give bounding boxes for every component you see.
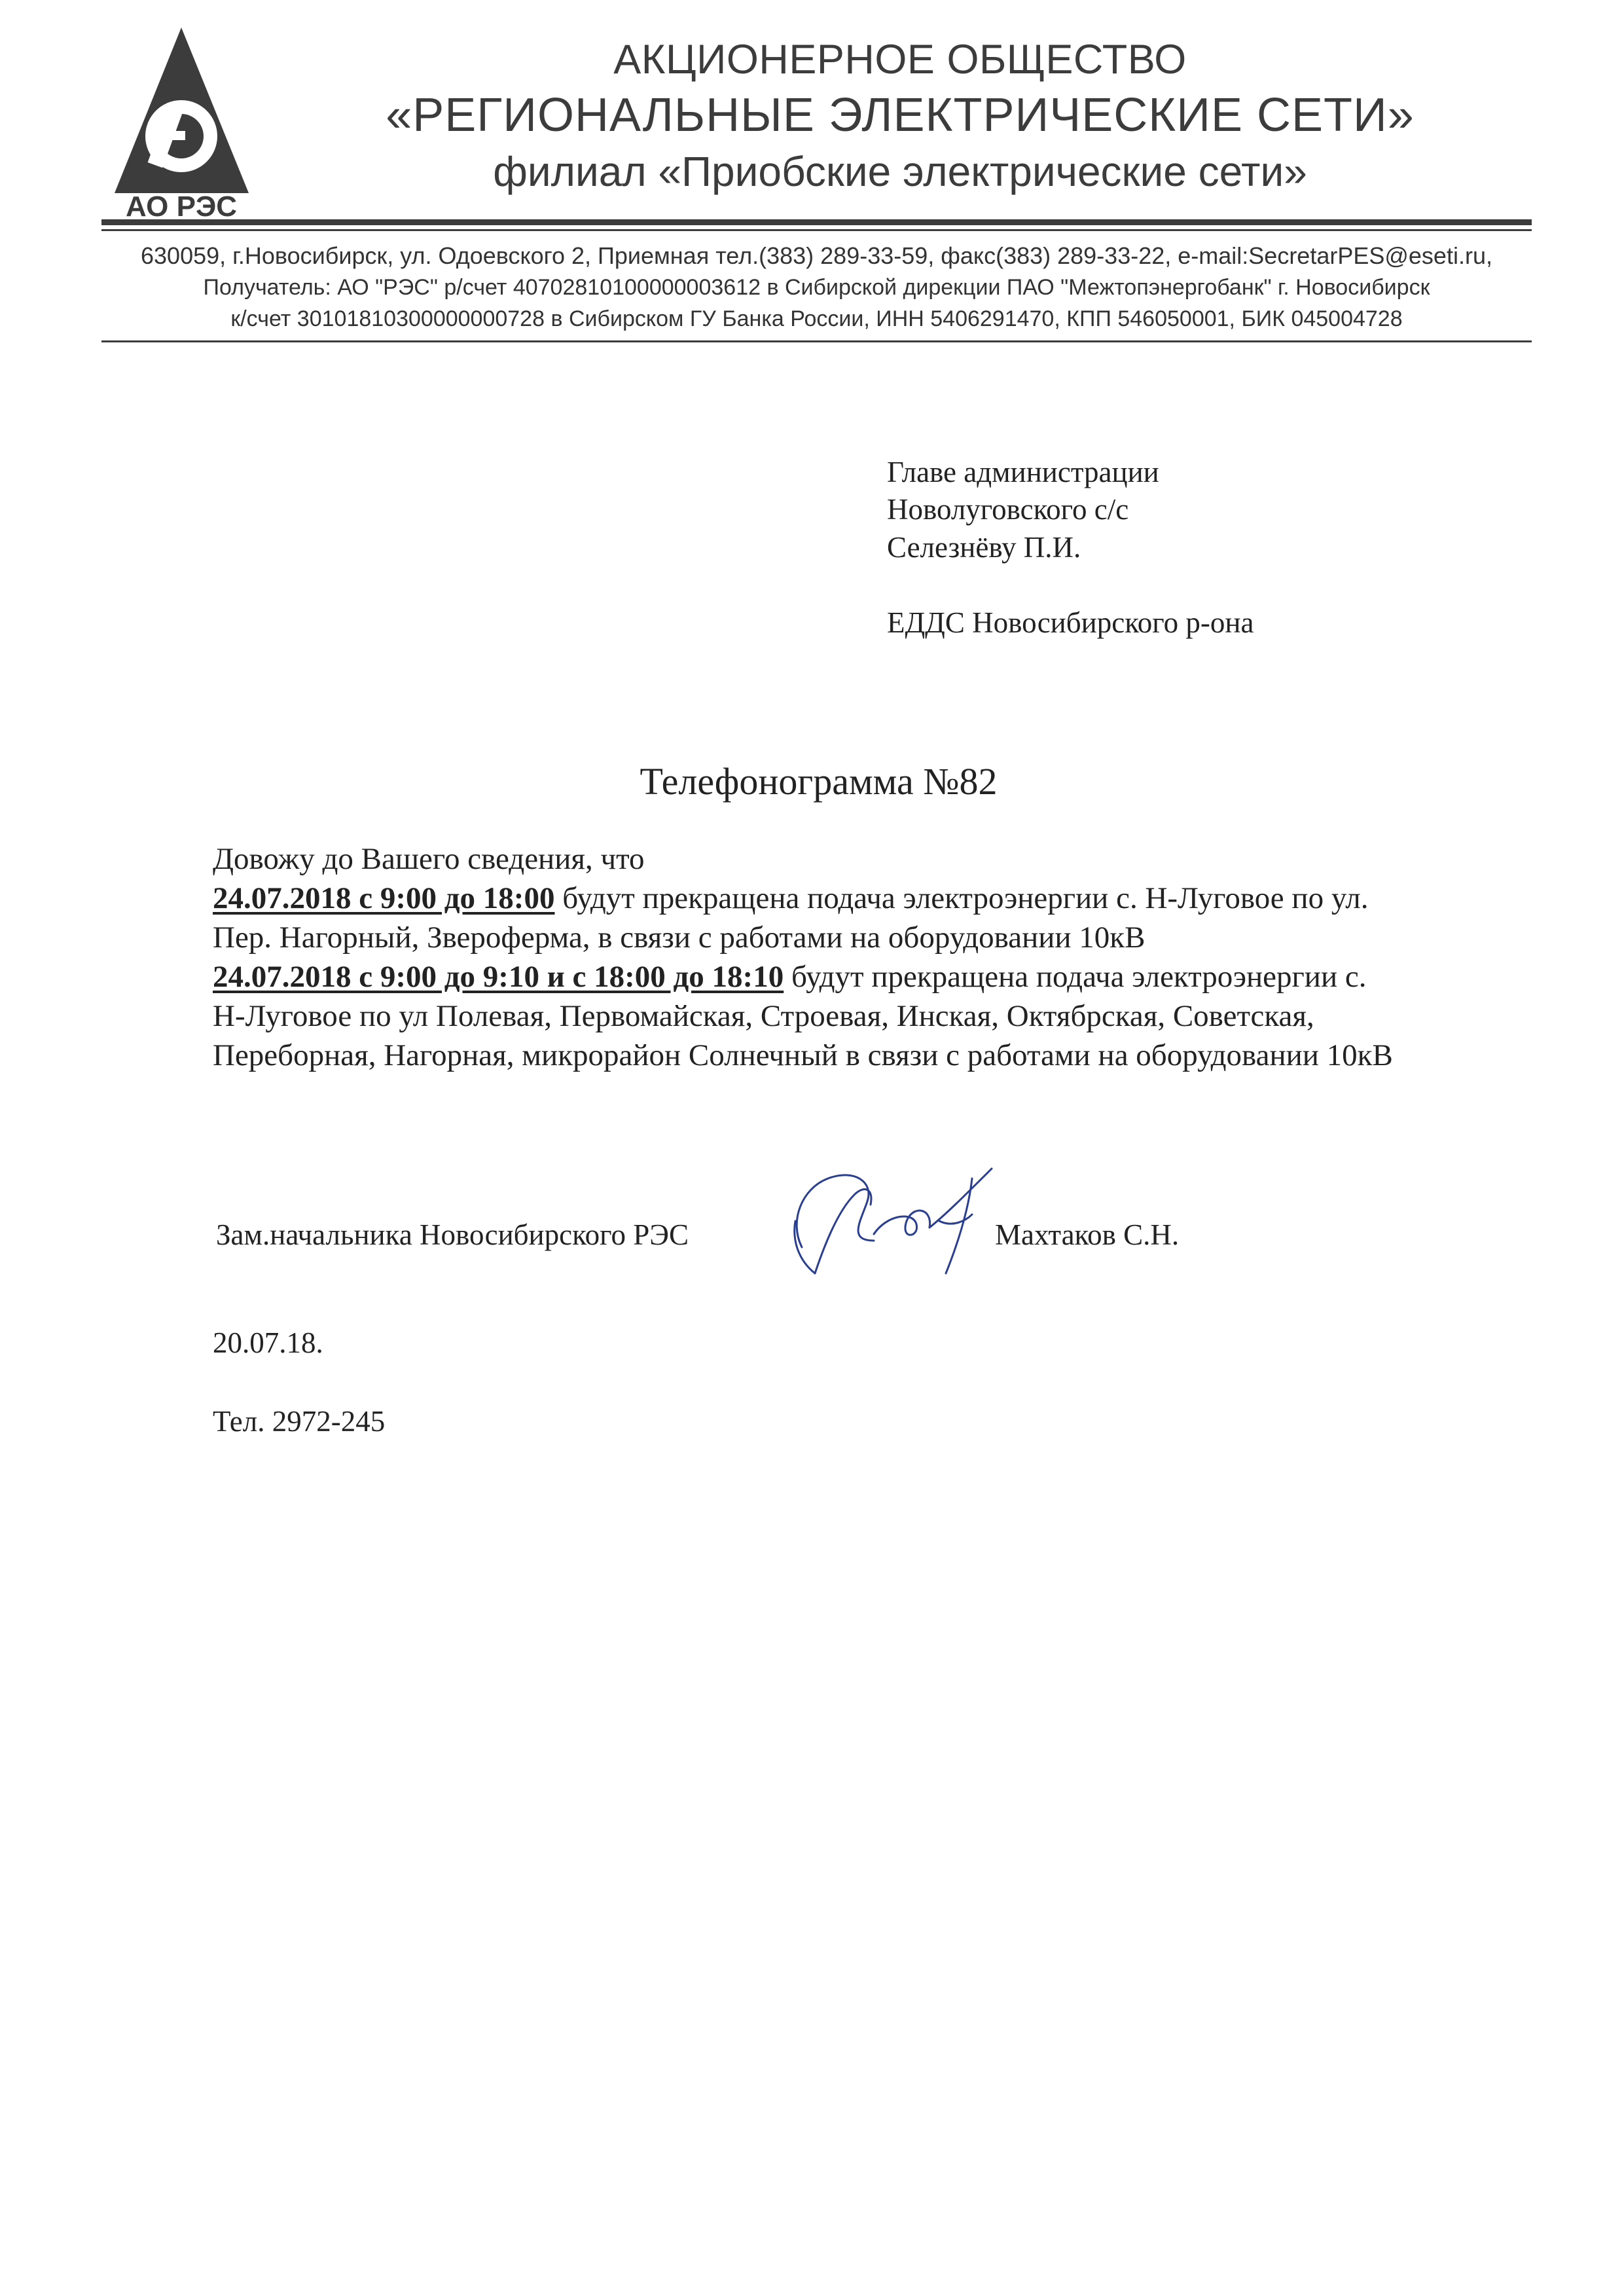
requisites-line2: Получатель: АО "РЭС" р/счет 40702810100000003612 в Сибирской дирекции ПАО "Межтопэнергобанк" г. Новосибирск: [203, 275, 1430, 300]
signatory-name: Махтаков С.Н.: [995, 1218, 1180, 1251]
requisites-line3: к/счет 30101810300000000728 в Сибирском ГУ Банка России, ИНН 5406291470, КПП 546050001, БИК 045004728: [230, 306, 1403, 331]
contact-phone: Тел. 2972-245: [213, 1405, 386, 1438]
org-name-line1: АКЦИОНЕРНОЕ ОБЩЕСТВО: [613, 37, 1187, 82]
addressee-line2: Новолуговского с/с: [887, 493, 1129, 526]
header-divider-thin: [101, 229, 1532, 231]
org-name-line2: «РЕГИОНАЛЬНЫЕ ЭЛЕКТРИЧЕСКИЕ СЕТИ»: [386, 89, 1415, 141]
addressee-line3: Селезнёву П.И.: [887, 531, 1081, 564]
notice1-text-a: будут прекращена подача электроэнергии с. Н-Луговое по ул.: [554, 881, 1369, 915]
notice1-line1: [213, 881, 1368, 916]
notice1-date: 24.07.2018 с 9:00 до 18:00: [213, 881, 555, 915]
document-title-row: [0, 759, 1624, 803]
notice2-line3: Переборная, Нагорная, микрорайон Солнечный в связи с работами на оборудовании 10кВ: [213, 1038, 1393, 1072]
addressee-line4: ЕДДС Новосибирского р-она: [887, 606, 1254, 639]
intro-line: Довожу до Вашего сведения, что: [213, 842, 645, 876]
document-title: Телефонограмма №82: [640, 760, 998, 803]
signatory-role: Зам.начальника Новосибирского РЭС: [216, 1218, 689, 1251]
requisites-divider: [101, 340, 1532, 342]
document-date: 20.07.18.: [213, 1326, 323, 1359]
requisites-line1: 630059, г.Новосибирск, ул. Одоевского 2, Приемная тел.(383) 289-33-59, факс(383) 289-33-22, e-mail:SecretarPES@eseti.ru,: [141, 242, 1492, 269]
notice2-line1: [213, 959, 1366, 994]
notice2-date: 24.07.2018 с 9:00 до 9:10 и с 18:00 до 18:10: [213, 960, 784, 994]
notice2-line2: Н-Луговое по ул Полевая, Первомайская, Строевая, Инская, Октябрская, Советская,: [213, 999, 1314, 1033]
company-logo: [108, 26, 255, 219]
org-branch-line: филиал «Приобские электрические сети»: [493, 148, 1307, 195]
logo-text: АО РЭС: [125, 191, 238, 219]
handwritten-signature: [776, 1142, 1031, 1293]
addressee-line1: Главе администрации: [887, 456, 1159, 488]
header-divider-thick: [101, 219, 1532, 225]
notice2-text-a: будут прекращена подача электроэнергии с.: [784, 960, 1367, 994]
notice1-line2: Пер. Нагорный, Звероферма, в связи с работами на оборудовании 10кВ: [213, 920, 1146, 955]
